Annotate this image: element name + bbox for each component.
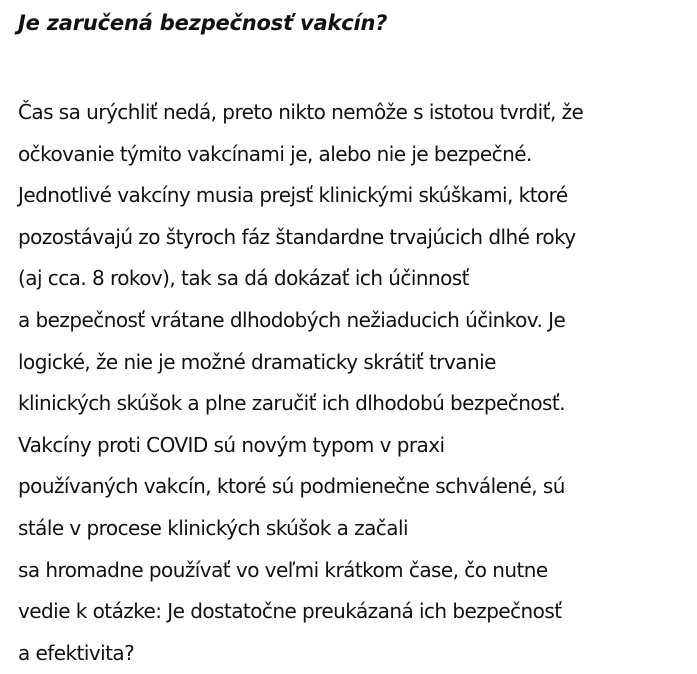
paragraph-line: sa hromadne používať vo veľmi krátkom čase, čo nutne <box>18 557 548 582</box>
paragraph-line: stále v procese klinických skúšok a začali <box>18 515 408 540</box>
article <box>18 8 690 674</box>
paragraph-line: Čas sa urýchliť nedá, preto nikto nemôže s istotou tvrdiť, že <box>18 100 584 124</box>
paragraph-line: Jednotlivé vakcíny musia prejsť klinickými skúškami, ktoré <box>18 183 568 208</box>
paragraph-line: vedie k otázke: Je dostatočne preukázaná ich bezpečnosť <box>18 599 562 624</box>
paragraph-line: a bezpečnosť vrátane dlhodobých nežiaducich účinkov. Je <box>18 307 566 332</box>
paragraph-line: Vakcíny proti COVID sú novým typom v praxi <box>18 432 445 457</box>
article-heading: Je zaručená bezpečnosť vakcín? <box>18 11 388 35</box>
paragraph-line: klinických skúšok a plne zaručiť ich dlhodobú bezpečnosť. <box>18 391 566 416</box>
paragraph-line: pozostávajú zo štyroch fáz štandardne trvajúcich dlhé roky <box>18 224 576 249</box>
paragraph-line: a efektivita? <box>18 640 135 665</box>
paragraph-line: logické, že nie je možné dramaticky skrátiť trvanie <box>18 349 496 374</box>
paragraph-line: (aj cca. 8 rokov), tak sa dá dokázať ich účinnosť <box>18 266 469 291</box>
paragraph-line: používaných vakcín, ktoré sú podmienečne schválené, sú <box>18 474 565 499</box>
article-paragraph <box>18 92 690 674</box>
paragraph-line: očkovanie týmito vakcínami je, alebo nie je bezpečné. <box>18 141 532 166</box>
